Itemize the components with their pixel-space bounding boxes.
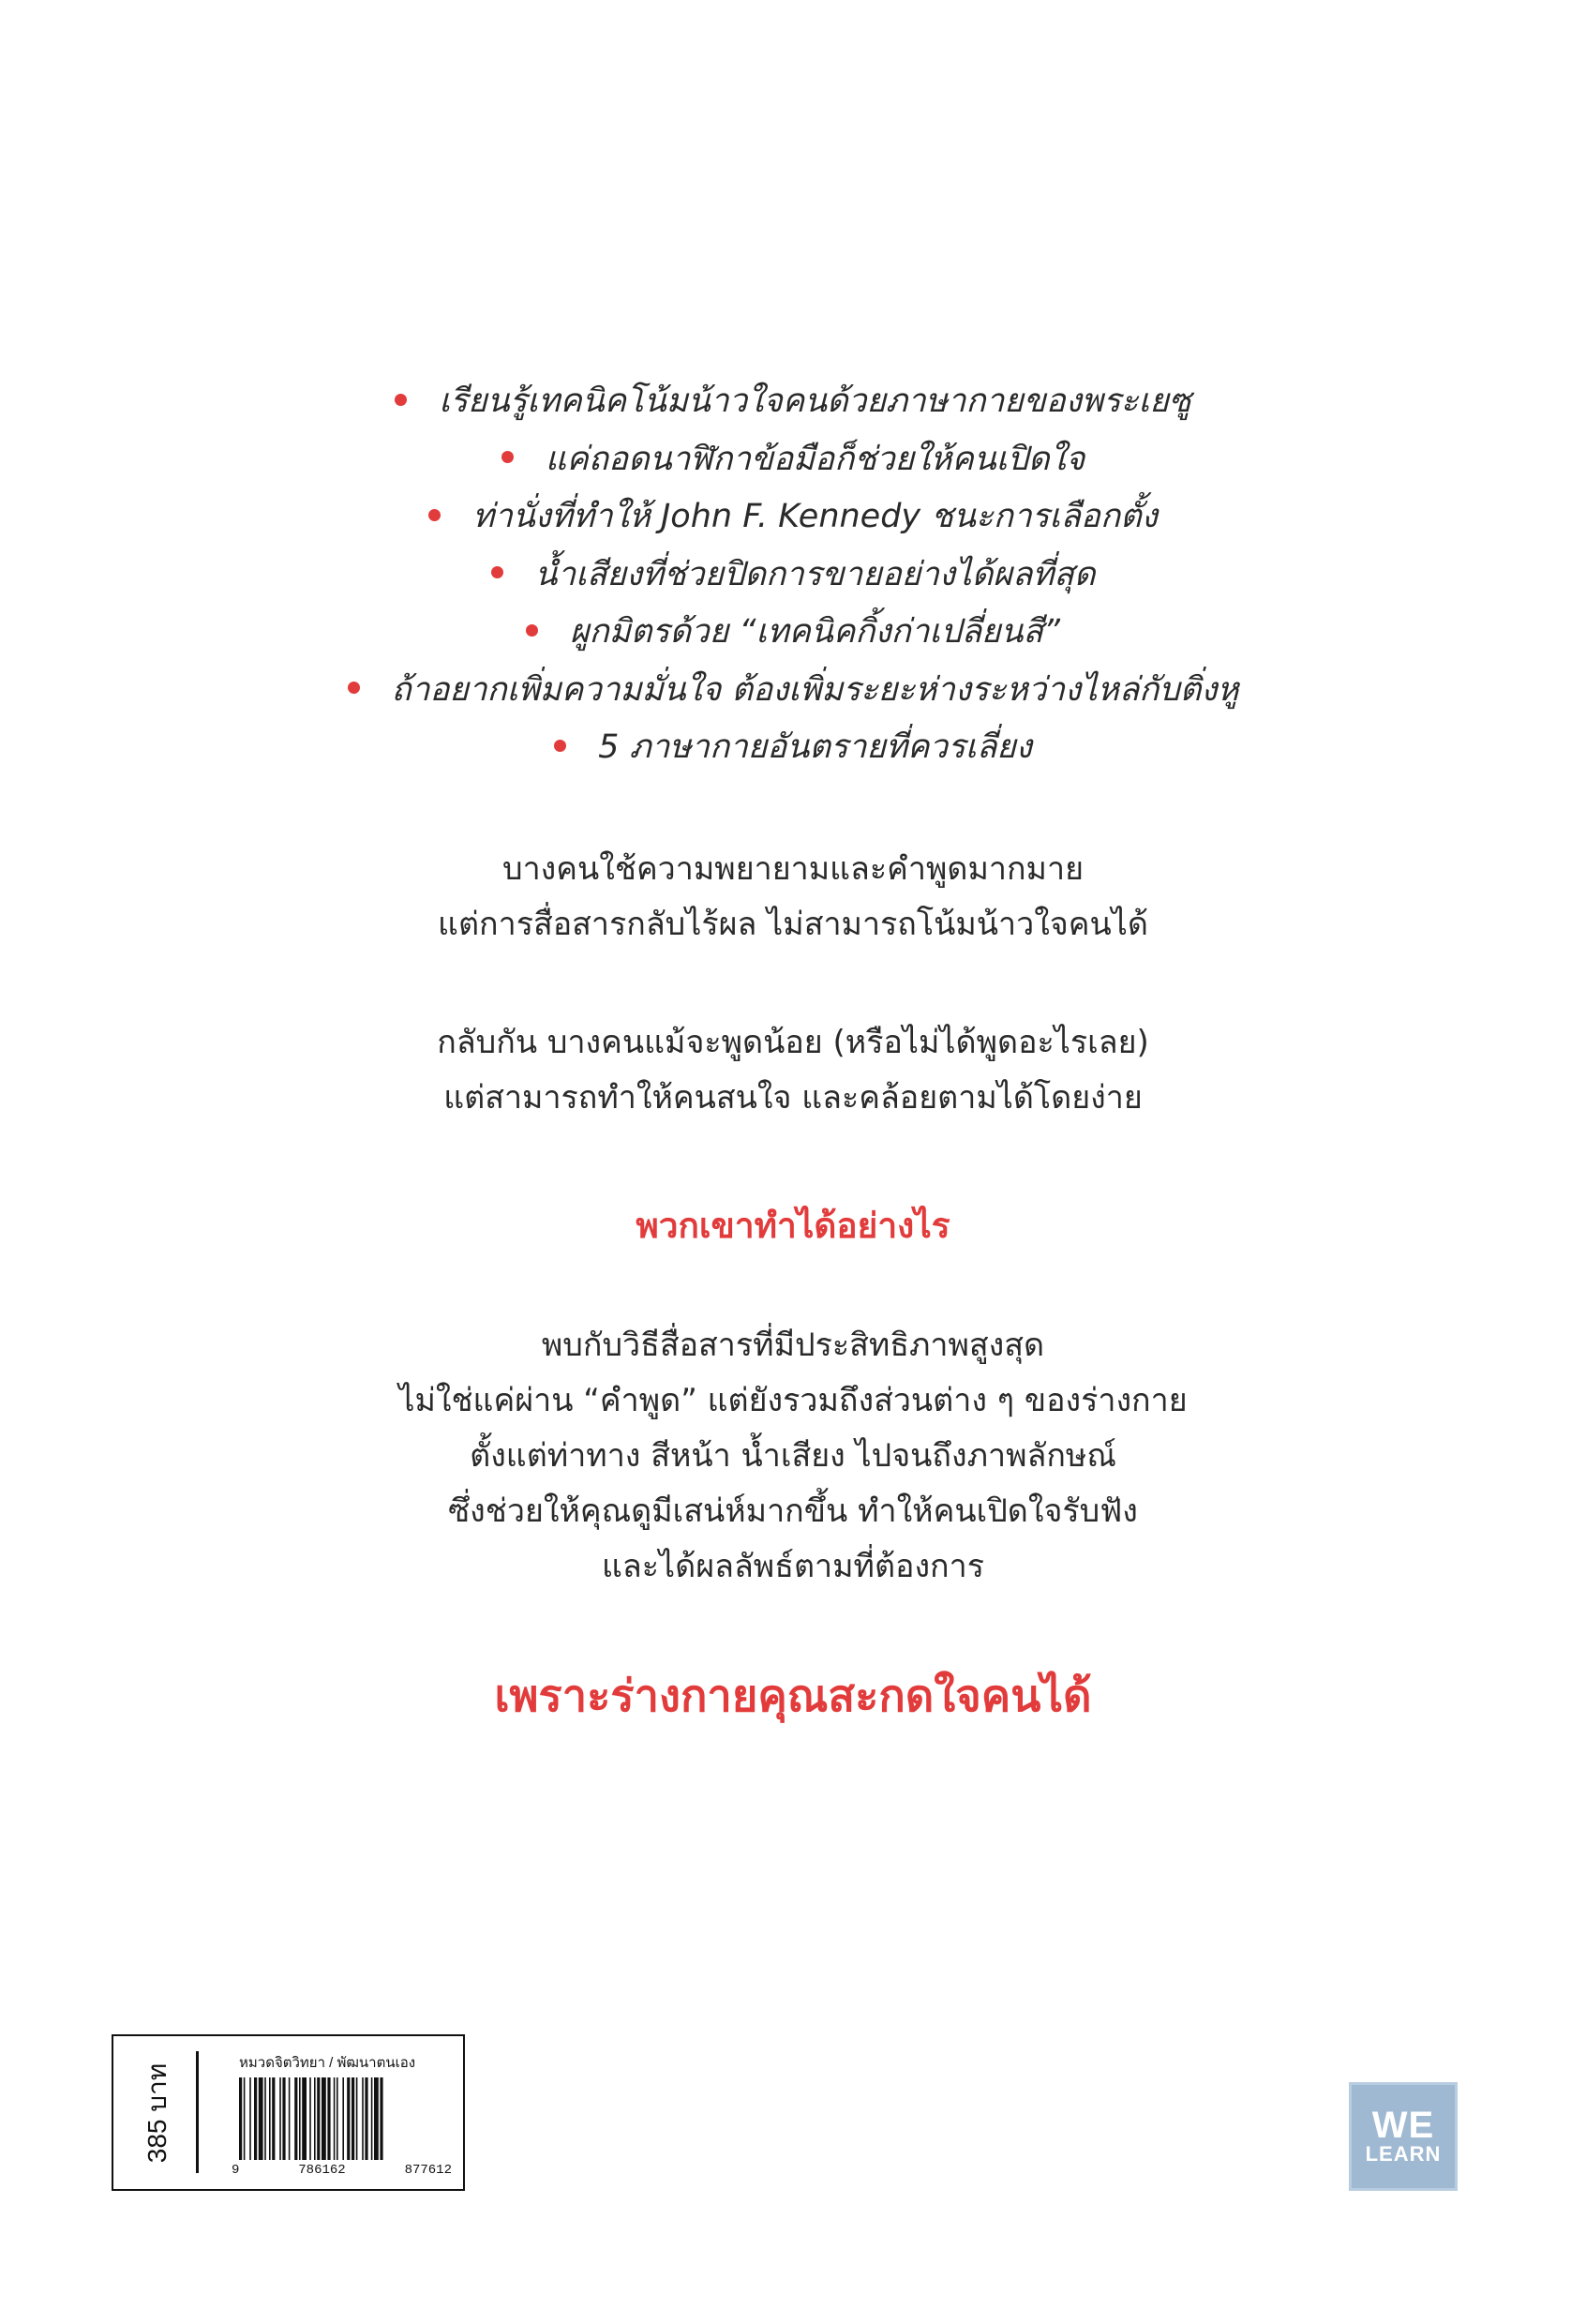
paragraph-line: แต่สามารถทำให้คนสนใจ และคล้อยตามได้โดยง่าย bbox=[443, 1079, 1143, 1117]
barcode-bar bbox=[282, 2077, 285, 2160]
bullet-item bbox=[0, 662, 1586, 720]
bullet-text: ถ้าอยากเพิ่มความมั่นใจ ต้องเพิ่มระยะห่างระหว่างไหล่กับติ่งหู bbox=[391, 670, 1239, 709]
barcode-bar bbox=[322, 2077, 326, 2160]
barcode-bar bbox=[239, 2077, 242, 2160]
paragraph-line: พบกับวิธีสื่อสารที่มีประสิทธิภาพสูงสุด bbox=[541, 1327, 1045, 1364]
we-learn-logo: WE LEARN bbox=[1349, 2082, 1458, 2191]
bullet-item bbox=[0, 547, 1586, 605]
paragraph-line: ซึ่งช่วยให้คุณดูมีเสน่ห์มากขึ้น ทำให้คนเปิดใจรับฟัง bbox=[448, 1492, 1138, 1530]
barcode-bar bbox=[337, 2077, 338, 2160]
barcode-bar bbox=[347, 2077, 350, 2160]
bullet-text: น้ำเสียงที่ช่วยปิดการขายอย่างได้ผลที่สุด bbox=[534, 555, 1096, 593]
bullet-dot-icon bbox=[395, 394, 407, 406]
isbn-group: 786162 bbox=[298, 2163, 346, 2178]
category-label: หมวดจิตวิทยา / พัฒนาตนเอง bbox=[239, 2055, 416, 2071]
barcode-bar bbox=[380, 2077, 382, 2160]
bullet-dot-icon bbox=[501, 451, 514, 463]
barcode-bar bbox=[317, 2077, 320, 2160]
bullet-item bbox=[0, 604, 1586, 662]
barcode-box bbox=[112, 2034, 465, 2191]
barcode-bar bbox=[249, 2077, 251, 2160]
barcode-bar bbox=[356, 2077, 358, 2160]
bullet-text: ผูกมิตรด้วย “เทคนิคกิ้งก่าเปลี่ยนสี” bbox=[570, 613, 1060, 651]
barcode-bar bbox=[302, 2077, 307, 2160]
intro-paragraph-1 bbox=[0, 842, 1586, 952]
bullet-dot-icon bbox=[348, 682, 360, 694]
bullet-text: ท่านั่งที่ทำให้ John F. Kennedy ชนะการเลือกตั้ง bbox=[472, 498, 1158, 535]
bullet-text: 5 ภาษากายอันตรายที่ควรเลี่ยง bbox=[598, 728, 1032, 766]
barcode-bar bbox=[352, 2077, 354, 2160]
paragraph-line: ตั้งแต่ท่าทาง สีหน้า น้ำเสียง ไปจนถึงภาพลักษณ์ bbox=[470, 1437, 1116, 1475]
barcode-bar bbox=[342, 2077, 344, 2160]
bullet-text: แค่ถอดนาฬิกาข้อมือก็ช่วยให้คนเปิดใจ bbox=[545, 440, 1085, 478]
barcode-bar bbox=[309, 2077, 311, 2160]
paragraph-line: บางคนใช้ความพยายามและคำพูดมากมาย bbox=[502, 850, 1084, 888]
barcode-bar bbox=[365, 2077, 367, 2160]
barcode-image bbox=[235, 2077, 451, 2162]
bullet-dot-icon bbox=[526, 624, 538, 637]
paragraph-line: และได้ผลลัพธ์ตามที่ต้องการ bbox=[602, 1548, 984, 1585]
isbn-number bbox=[232, 2163, 452, 2178]
barcode-bar bbox=[334, 2077, 336, 2160]
tagline-heading: เพราะร่างกายคุณสะกดใจคนได้ bbox=[494, 1671, 1092, 1722]
intro-paragraph-2 bbox=[0, 1015, 1586, 1126]
barcode-bar bbox=[299, 2077, 301, 2160]
barcode-bar bbox=[289, 2077, 291, 2160]
barcode-bar bbox=[259, 2077, 263, 2160]
isbn-group: 9 bbox=[232, 2163, 240, 2178]
bullet-list bbox=[0, 373, 1586, 777]
paragraph-line: แต่การสื่อสารกลับไร้ผล ไม่สามารถโน้มน้าวใจคนได้ bbox=[438, 906, 1148, 943]
barcode-bar bbox=[314, 2077, 316, 2160]
paragraph-line: ไม่ใช่แค่ผ่าน “คำพูด” แต่ยังรวมถึงส่วนต่าง ๆ ของร่างกาย bbox=[398, 1382, 1188, 1419]
bullet-item bbox=[0, 431, 1586, 489]
barcode-bar bbox=[272, 2077, 275, 2160]
barcode-bar bbox=[294, 2077, 297, 2160]
barcode-bar bbox=[371, 2077, 373, 2160]
bullet-item bbox=[0, 488, 1586, 547]
subheading: พวกเขาทำได้อย่างไร bbox=[636, 1206, 950, 1246]
bullet-item bbox=[0, 373, 1586, 431]
body-paragraph bbox=[0, 1318, 1586, 1595]
bullet-dot-icon bbox=[428, 509, 441, 521]
barcode-bar bbox=[264, 2077, 266, 2160]
barcode-bar bbox=[327, 2077, 330, 2160]
paragraph-line: กลับกัน บางคนแม้จะพูดน้อย (หรือไม่ได้พูดอะไรเลย) bbox=[437, 1024, 1149, 1061]
bullet-text: เรียนรู้เทคนิคโน้มน้าวใจคนด้วยภาษากายของพระเยซู bbox=[439, 382, 1191, 420]
barcode-bar bbox=[244, 2077, 246, 2160]
divider bbox=[196, 2051, 199, 2173]
barcode-bar bbox=[269, 2077, 271, 2160]
barcode-bar bbox=[362, 2077, 364, 2160]
bullet-dot-icon bbox=[554, 740, 566, 752]
bullet-item bbox=[0, 719, 1586, 777]
barcode-bar bbox=[279, 2077, 281, 2160]
bullet-dot-icon bbox=[491, 566, 503, 578]
barcode-bar bbox=[374, 2077, 379, 2160]
barcode-bar bbox=[254, 2077, 257, 2160]
price-label: 385 บาท bbox=[142, 2062, 172, 2164]
isbn-group: 877612 bbox=[404, 2163, 452, 2178]
